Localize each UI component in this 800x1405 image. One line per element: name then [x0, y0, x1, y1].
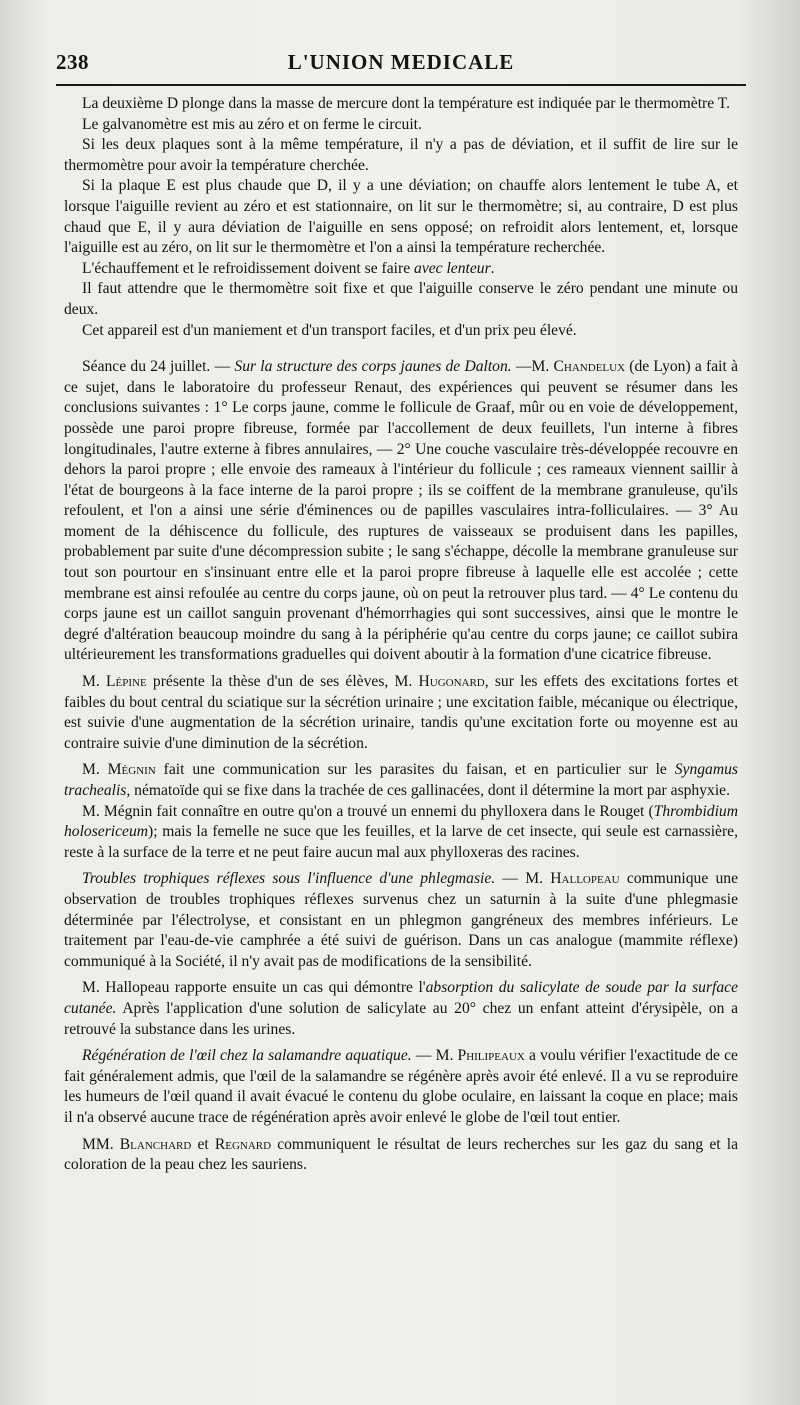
author-name: Lépine [105, 673, 147, 691]
italic-title: Troubles trophiques réflexes sous l'influence d'une phlegmasie. [82, 870, 496, 888]
page-number: 238 [56, 50, 89, 74]
text-run: communique une observation de troubles trophiques réflexes survenus chez un saturnin à la suite d'une phlegmasie déterminée par l'électrolyse, et consistant en un phlegmon gangréneux des membres inférieurs. Le traitement par l'eau-de-vie camphrée a été suivi de guérison. Dans un cas analogue (mammite réflexe) communiqué à la Société, il n'y avait pas de modifications de la sensibilité. [64, 870, 738, 970]
paragraph: Si la plaque E est plus chaude que D, il y a une déviation; on chauffe alors lentement le tube A, et lorsque l'aiguille revient au zéro et est stationnaire, on lit sur le thermomètre; si, au contraire, D est plus chaud que E, il y aura déviation de l'aiguille en sens opposé; on refroidit alors lentement, et, lorsque l'aiguille est au zéro, on lit sur le thermomètre et l'on a ainsi la température recherchée. [64, 177, 738, 257]
text-run: et [191, 1135, 215, 1153]
text-run: a voulu vérifier l'exactitude de ce fait généralement admis, que l'œil de la salamandre se régénère après avoir été enlevé. Il a vu se reproduire les humeurs de l'œil quand il avait évacué le contenu du globe oculaire, en laissant la coque en place; mais il n'a observé aucune trace de régénération après avoir enlevé le globe de l'œil tout entier. [64, 1047, 738, 1126]
paragraph: La deuxième D plonge dans la masse de mercure dont la température est indiquée par le thermomètre T. [82, 95, 731, 112]
text-run: ); mais la femelle ne suce que les feuilles, et la larve de cet insecte, qui seule est carnassière, reste à la surface de la terre et ne peut faire aucun mal aux phylloxeras des racines. [64, 823, 738, 861]
author-name: Regnard [214, 1135, 272, 1153]
paragraph [64, 802, 738, 864]
text-run: (de Lyon) a fait à ce sujet, dans le laboratoire du professeur Renaut, des expériences qui peuvent se résumer dans les conclusions suivantes : 1° Le corps jaune, comme le follicule de Graaf, mûr ou en voie de développement, possède une paroi propre fibreuse, formée par l'accollement de deux feuillets, l'un interne à fibres longitudinales, l'autre externe à fibres annulaires, — 2° Une couche vasculaire très-développée recouvre en dehors la paroi propre ; elle envoie des rameaux à l'intérieur du follicule ; ces rameaux viennent saillir à l'état de bourgeons à la face interne de la paroi propre ; ils se coiffent de la membrane granuleuse, qu'ils refoulent, et l'on a ainsi une série d'éminences ou de papilles vasculaires intra-folliculaires. — 3° Au moment de la déhiscence du follicule, des ruptures de vaisseaux se produisent dans les papilles, probablement par suite d'une décompression subite ; le sang s'échappe, décolle la membrane granuleuse sur tout son pourtour en s'insinuant entre elle et la paroi propre fibreuse à laquelle elle est accolée ; cette membrane est ainsi refoulée au centre du corps jaune, où on peut la retrouver plus tard. — 4° Le contenu du corps jaune est un caillot sanguin provenant d'hémorrhagies qui sont successives, ainsi que le montre le degré d'altération beaucoup moindre du sang à la périphérie qu'au centre du corps jaune; ce caillot subira ultérieurement les transformations graduelles qui doivent aboutir à la formation d'une cicatrice fibreuse. [64, 358, 738, 664]
paragraph [64, 1135, 738, 1176]
text-run: MM. [82, 1135, 120, 1153]
author-name: Mégnin [107, 761, 156, 779]
header-rule [56, 84, 746, 86]
text-run: présente la thèse d'un de ses élèves, M. [146, 673, 419, 691]
author-name: Philipeaux [457, 1047, 525, 1065]
author-name: Hallopeau [550, 870, 620, 888]
text-run: M. Hallopeau rapporte ensuite un cas qui démontre l' [82, 979, 426, 997]
text-run: —M. [511, 358, 554, 376]
paragraph [64, 978, 738, 1040]
text-run: — M. [411, 1047, 458, 1065]
text-run: fait une communication sur les parasites du faisan, et en particulier sur le [155, 761, 675, 779]
paragraph [64, 672, 738, 754]
paragraph [64, 760, 738, 801]
text-run: Séance du 24 juillet. — [82, 358, 235, 376]
italic-title: Sur la structure des corps jaunes de Dalton. [234, 358, 512, 376]
text-run: nématoïde qui se fixe dans la trachée de ces gallinacées, dont il détermine la mort par asphyxie. [130, 782, 730, 799]
paragraph: Il faut attendre que le thermomètre soit fixe et que l'aiguille conserve le zéro pendant une minute ou deux. [64, 280, 738, 318]
italic-run: absorption du salicylate de soude par la surface cutanée. [64, 979, 738, 1017]
text-run: Après l'application d'une solution de salicylate au 20° chez un enfant atteint d'érysipèle, on a retrouvé la substance dans les urines. [64, 999, 738, 1038]
italic-title: Régénération de l'œil chez la salamandre aquatique. [82, 1047, 412, 1065]
author-name: Blanchard [119, 1135, 192, 1153]
paragraph [64, 259, 738, 280]
paragraph: Si les deux plaques sont à la même température, il n'y a pas de déviation, et il suffit de lire sur le thermomètre pour avoir la température cherchée. [64, 136, 738, 174]
paragraph [64, 1046, 738, 1128]
author-name: Hugonard [418, 673, 485, 691]
italic-run: avec lenteur [414, 259, 491, 277]
text-run: communiquent le résultat de leurs recherches sur les gaz du sang et la coloration de la peau chez les sauriens. [64, 1135, 738, 1174]
text-run: . [490, 259, 495, 277]
italic-run: Syngamus trachealis, [64, 761, 738, 799]
italic-run: Thrombidium holosericeum [64, 802, 738, 841]
text-run: , sur les effets des excitations fortes et faibles du bout central du sciatique sur la sécrétion urinaire ; une excitation faible, mécanique ou électrique, est suivie d'une augmentation de la sécrétion urinaire, tandis qu'une excitation forte ou moyenne est au contraire suivie d'une diminution de la sécrétion. [64, 673, 738, 752]
article-body [64, 94, 738, 1176]
paragraph [64, 869, 738, 972]
session-paragraph [64, 357, 738, 666]
page-header [56, 46, 746, 80]
text-run: M. Mégnin fait connaître en outre qu'on a trouvé un ennemi du phylloxera dans le Rouget ( [82, 802, 654, 820]
text-run: — M. [495, 870, 551, 888]
paragraph: Cet appareil est d'un maniement et d'un transport faciles, et d'un prix peu élevé. [82, 321, 577, 339]
text-run: M. [82, 673, 106, 691]
running-title: L'UNION MEDICALE [287, 50, 515, 74]
paragraph: Le galvanomètre est mis au zéro et on ferme le circuit. [82, 115, 422, 133]
author-name: Chandelux [553, 358, 626, 376]
text-run: M. [82, 761, 108, 779]
text-run: L'échauffement et le refroidissement doivent se faire [82, 259, 415, 277]
